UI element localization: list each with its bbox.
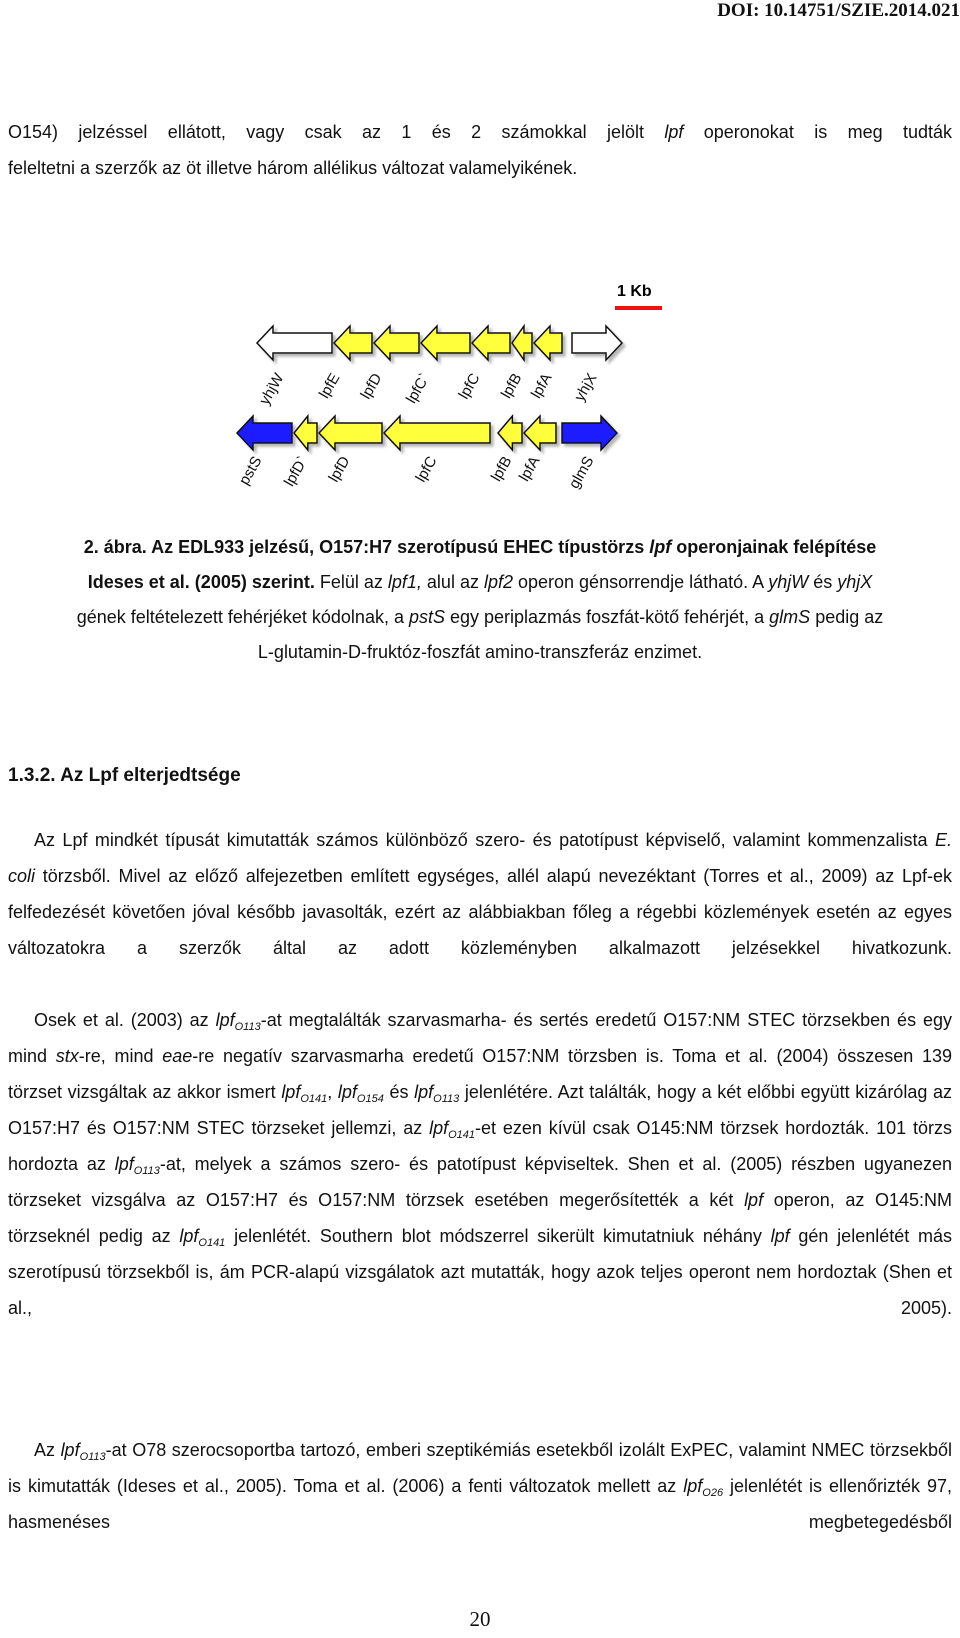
figure-caption-line-4: L-glutamin-D-fruktóz-foszfát amino-transzferáz enzimet. xyxy=(257,642,703,662)
lpfD`-gene-label: lpfD` xyxy=(280,453,312,490)
yhjW-gene-arrow xyxy=(257,326,332,360)
lpf2-operon-row xyxy=(237,416,617,450)
lpfE-gene-label: lpfE xyxy=(315,370,344,402)
body-paragraph-3: Az lpf$_{O113}$-at O78 szerocsoportba tartozó, emberi szeptikémiás esetekből izolált ExPEC, valamint NMEC törzsekből is kimutatták (Ideses et al., 2005). Toma et al. (2006) a fenti változatok mellett az lpf$_{O26}$ jelenlétét is ellenőrizték 97, hasmenéses megbetegedésből xyxy=(8,1440,953,1532)
lpfB-gene-arrow xyxy=(512,326,532,360)
operon-figure xyxy=(222,278,722,523)
body-paragraph-1: Az Lpf mindkét típusát kimutatták számos különböző szero- és patotípust képviselő, valamint kommenzalista E. coli törzsből. Mivel az előző alfejezetben említett egységes, allél alapú nevezéktant (Torres et al., 2009) az Lpf-ek felfedezését követően jóval később javasolták, ezért az alábbiakban főleg a régebbi közlemények esetén az egyes változatokra a szerzők által az adott közleményben alkalmazott jelzésekkel hivatkozunk. xyxy=(8,830,952,958)
lpfD-gene-label: lpfD xyxy=(357,370,386,403)
intro-line-2: feleltetni a szerzők az öt illetve három allélikus változat valamelyikének. xyxy=(8,158,578,178)
lpfB-gene-label: lpfB xyxy=(487,453,516,485)
lpfC-gene-label: lpfC xyxy=(455,370,484,403)
lpfB-gene-arrow xyxy=(498,416,522,450)
lpfA-gene-arrow xyxy=(524,416,556,450)
glmS-gene-label: glmS xyxy=(565,453,598,492)
body-paragraph-2: Osek et al. (2003) az lpf$_{O113}$-at megtalálták szarvasmarha- és sertés eredetű O157:NM STEC törzsekben és egy mind stx-re, mind eae-re negatív szarvasmarha eredetű O157:NM törzsben is. Toma et al. (2004) összesen 139 törzset vizsgáltak az akkor ismert lpf$_{O141}$, lpf$_{O154}$ és lpf$_{O113}$ jelenlétére. Azt találták, hogy a két előbbi együtt kizárólag az O157:H7 és O157:NM STEC törzseket jellemzi, az lpf$_{O141}$-et ezen kívül csak O145:NM törzsek hordozták. 101 törzs hordozta az lpf$_{O113}$-at, melyek a számos szero- és patotípust képviseltek. Shen et al. (2005) részben ugyanezen törzseket vizsgálva az O157:H7 és O157:NM törzsek esetében megerősítették a két lpf operon, az O145:NM törzseknél pedig az lpf$_{O141}$ jelenlétét. Southern blot módszerrel sikerült kimutatniuk néhány lpf gén jelenlétét más szerotípusú törzsekből is, ám PCR-alapú vizsgálatok azt mutatták, hogy azok teljes operont nem hordoztak (Shen et al., 2005). xyxy=(8,1010,953,1318)
lpf1-gene-labels xyxy=(256,370,600,408)
lpfD`-gene-arrow xyxy=(294,416,317,450)
lpfC-gene-arrow xyxy=(472,326,510,360)
figure-caption-line-2: Ideses et al. (2005) szerint. Felül az lpf1, alul az lpf2 operon génsorrendje látható. A yhjW és yhjX xyxy=(87,572,873,592)
figure-caption-line-1: 2. ábra. Az EDL933 jelzésű, O157:H7 szerotípusú EHEC típustörzs lpf operonjainak felépítése xyxy=(83,537,877,557)
pstS-gene-arrow xyxy=(237,416,292,450)
lpfC`-gene-arrow xyxy=(421,326,470,360)
section-heading: 1.3.2. Az Lpf elterjedtsége xyxy=(8,765,241,786)
lpfA-gene-label: lpfA xyxy=(527,370,556,402)
lpf2-gene-labels xyxy=(236,453,598,491)
svg-text:1 Kb: 1 Kb xyxy=(617,283,652,300)
lpfC-gene-arrow xyxy=(384,416,490,450)
intro-line-1: O154) jelzéssel ellátott, vagy csak az 1 és 2 számokkal jelölt lpf operonokat is meg tudták xyxy=(8,122,952,142)
lpfA-gene-arrow xyxy=(534,326,562,360)
lpfD-gene-arrow xyxy=(374,326,419,360)
doi-header: DOI: 10.14751/SZIE.2014.021 xyxy=(717,0,960,21)
yhjX-gene-arrow xyxy=(572,326,622,360)
glmS-gene-arrow xyxy=(562,416,617,450)
scale-bar xyxy=(615,283,662,308)
lpfD-gene-arrow xyxy=(319,416,382,450)
yhjW-gene-label: yhjW xyxy=(256,370,288,408)
lpfE-gene-arrow xyxy=(334,326,372,360)
lpfB-gene-label: lpfB xyxy=(497,370,526,402)
page-number: 20 xyxy=(469,1607,491,1631)
lpfC`-gene-label: lpfC` xyxy=(402,370,434,407)
yhjX-gene-label: yhjX xyxy=(571,370,601,405)
lpfA-gene-label: lpfA xyxy=(515,453,544,485)
lpf1-operon-row xyxy=(257,326,622,360)
lpfD-gene-label: lpfD xyxy=(325,453,354,486)
pstS-gene-label: pstS xyxy=(235,453,266,488)
figure-caption-line-3: gének feltételezett fehérjéket kódolnak, a pstS egy periplazmás foszfát-kötő fehérjét, a glmS pedig az xyxy=(76,607,884,627)
lpfC-gene-label: lpfC xyxy=(412,453,441,486)
